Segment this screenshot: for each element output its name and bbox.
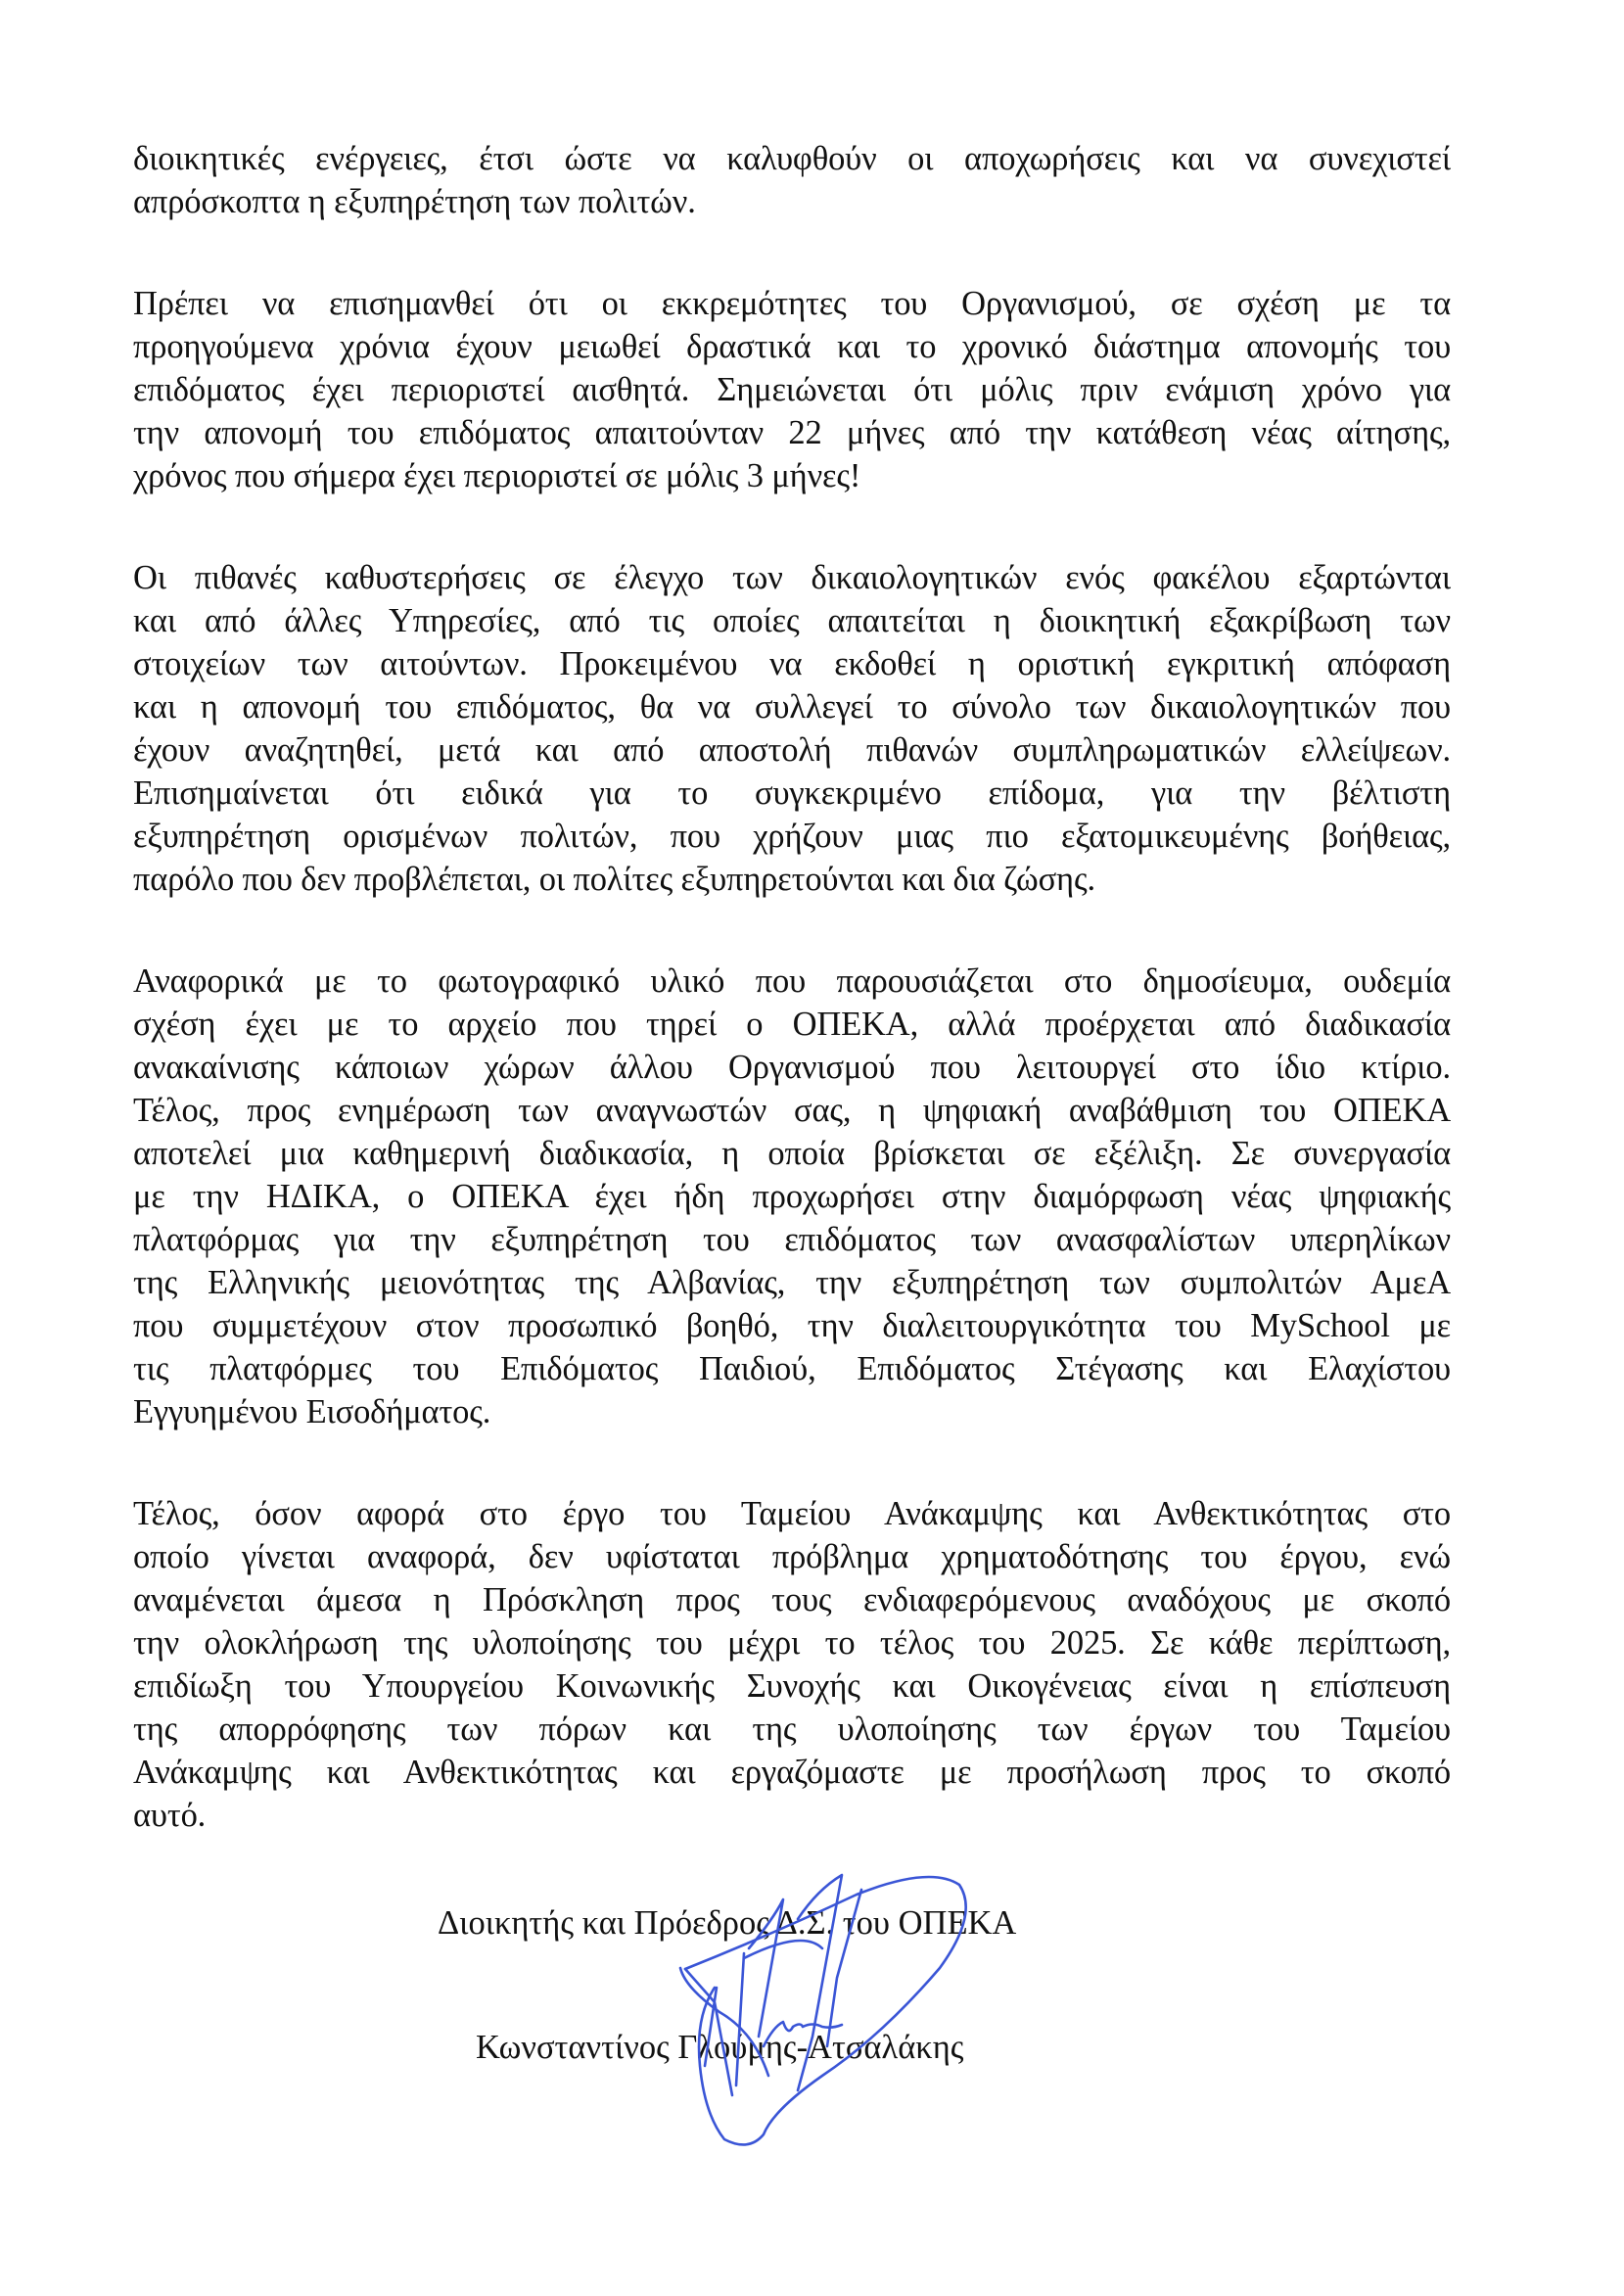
paragraph bbox=[133, 556, 1451, 901]
text-line: αποτελεί μια καθημερινή διαδικασία, η οποία βρίσκεται σε εξέλιξη. Σε συνεργασία bbox=[133, 1135, 1451, 1172]
text-line: επιδόματος έχει περιοριστεί αισθητά. Σημειώνεται ότι μόλις πριν ενάμιση χρόνο για bbox=[133, 371, 1451, 408]
text-line: πλατφόρμας για την εξυπηρέτηση του επιδόματος των ανασφαλίστων υπερηλίκων bbox=[133, 1221, 1451, 1258]
text-line: χρόνος που σήμερα έχει περιοριστεί σε μόλις 3 μήνες! bbox=[133, 457, 861, 494]
text-line: οποίο γίνεται αναφορά, δεν υφίσταται πρόβλημα χρηματοδότησης του έργου, ενώ bbox=[133, 1538, 1451, 1575]
paragraph bbox=[133, 1492, 1451, 1837]
paragraph bbox=[133, 137, 1451, 223]
text-line: Πρέπει να επισημανθεί ότι οι εκκρεμότητες του Οργανισμού, σε σχέση με τα bbox=[133, 285, 1451, 322]
text-line: Αναφορικά με το φωτογραφικό υλικό που παρουσιάζεται στο δημοσίευμα, ουδεμία bbox=[133, 962, 1451, 1000]
text-line: ανακαίνισης κάποιων χώρων άλλου Οργανισμού που λειτουργεί στο ίδιο κτίριο. bbox=[133, 1049, 1451, 1086]
text-line: την ολοκλήρωση της υλοποίησης του μέχρι το τέλος του 2025. Σε κάθε περίπτωση, bbox=[133, 1624, 1451, 1662]
text-line: Τέλος, όσον αφορά στο έργο του Ταμείου Ανάκαμψης και Ανθεκτικότητας στο bbox=[133, 1495, 1451, 1532]
handwritten-signature-icon bbox=[626, 1841, 979, 2154]
text-line: Επισημαίνεται ότι ειδικά για το συγκεκριμένο επίδομα, για την βέλτιστη bbox=[133, 774, 1451, 812]
paragraph bbox=[133, 960, 1451, 1433]
text-line: σχέση έχει με το αρχείο που τηρεί ο ΟΠΕΚΑ, αλλά προέρχεται από διαδικασία bbox=[133, 1006, 1451, 1043]
text-line: στοιχείων των αιτούντων. Προκειμένου να εκδοθεί η οριστική εγκριτική απόφαση bbox=[133, 645, 1451, 682]
signatory-name: Κωνσταντίνος Γλούμης-Ατσαλάκης bbox=[476, 2029, 964, 2066]
text-line: τις πλατφόρμες του Επιδόματος Παιδιού, Επιδόματος Στέγασης και Ελαχίστου bbox=[133, 1350, 1451, 1387]
text-line: που συμμετέχουν στον προσωπικό βοηθό, την διαλειτουργικότητα του MySchool με bbox=[133, 1307, 1451, 1344]
text-line: Τέλος, προς ενημέρωση των αναγνωστών σας, η ψηφιακή αναβάθμιση του ΟΠΕΚΑ bbox=[133, 1092, 1451, 1129]
text-line: εξυπηρέτηση ορισμένων πολιτών, που χρήζουν μιας πιο εξατομικευμένης βοήθειας, bbox=[133, 818, 1451, 855]
text-line: της Ελληνικής μειονότητας της Αλβανίας, την εξυπηρέτηση των συμπολιτών ΑμεΑ bbox=[133, 1264, 1451, 1301]
text-line: και από άλλες Υπηρεσίες, από τις οποίες απαιτείται η διοικητική εξακρίβωση των bbox=[133, 602, 1451, 639]
text-line: απρόσκοπτα η εξυπηρέτηση των πολιτών. bbox=[133, 183, 696, 220]
signature-stroke bbox=[744, 1941, 822, 1958]
text-line: έχουν αναζητηθεί, μετά και από αποστολή πιθανών συμπληρωματικών ελλείψεων. bbox=[133, 731, 1451, 769]
text-line: Εγγυημένου Εισοδήματος. bbox=[133, 1393, 491, 1430]
text-line: Ανάκαμψης και Ανθεκτικότητας και εργαζόμαστε με προσήλωση προς το σκοπό bbox=[133, 1754, 1451, 1791]
text-line: και η απονομή του επιδόματος, θα να συλλεγεί το σύνολο των δικαιολογητικών που bbox=[133, 688, 1451, 726]
text-line: παρόλο που δεν προβλέπεται, οι πολίτες εξυπηρετούνται και δια ζώσης. bbox=[133, 861, 1095, 898]
text-line: επιδίωξη του Υπουργείου Κοινωνικής Συνοχής και Οικογένειας είναι η επίσπευση bbox=[133, 1667, 1451, 1705]
text-line: προηγούμενα χρόνια έχουν μειωθεί δραστικά και το χρονικό διάστημα απονομής του bbox=[133, 328, 1451, 365]
text-line: της απορρόφησης των πόρων και της υλοποίησης των έργων του Ταμείου bbox=[133, 1710, 1451, 1748]
text-line: διοικητικές ενέργειες, έτσι ώστε να καλυφθούν οι αποχωρήσεις και να συνεχιστεί bbox=[133, 140, 1451, 177]
text-line: αναμένεται άμεσα η Πρόσκληση προς τους ενδιαφερόμενους αναδόχους με σκοπό bbox=[133, 1581, 1451, 1618]
text-line: την απονομή του επιδόματος απαιτούνταν 22 μήνες από την κατάθεση νέας αίτησης, bbox=[133, 414, 1451, 451]
text-line: Οι πιθανές καθυστερήσεις σε έλεγχο των δικαιολογητικών ενός φακέλου εξαρτώνται bbox=[133, 559, 1451, 596]
document-body bbox=[133, 137, 1451, 1837]
text-line: με την ΗΔΙΚΑ, ο ΟΠΕΚΑ έχει ήδη προχωρήσει στην διαμόρφωση νέας ψηφιακής bbox=[133, 1178, 1451, 1215]
text-line: αυτό. bbox=[133, 1797, 207, 1834]
paragraph bbox=[133, 282, 1451, 497]
signatory-title: Διοικητής και Πρόεδρος Δ.Σ. του ΟΠΕΚΑ bbox=[438, 1904, 1017, 1942]
